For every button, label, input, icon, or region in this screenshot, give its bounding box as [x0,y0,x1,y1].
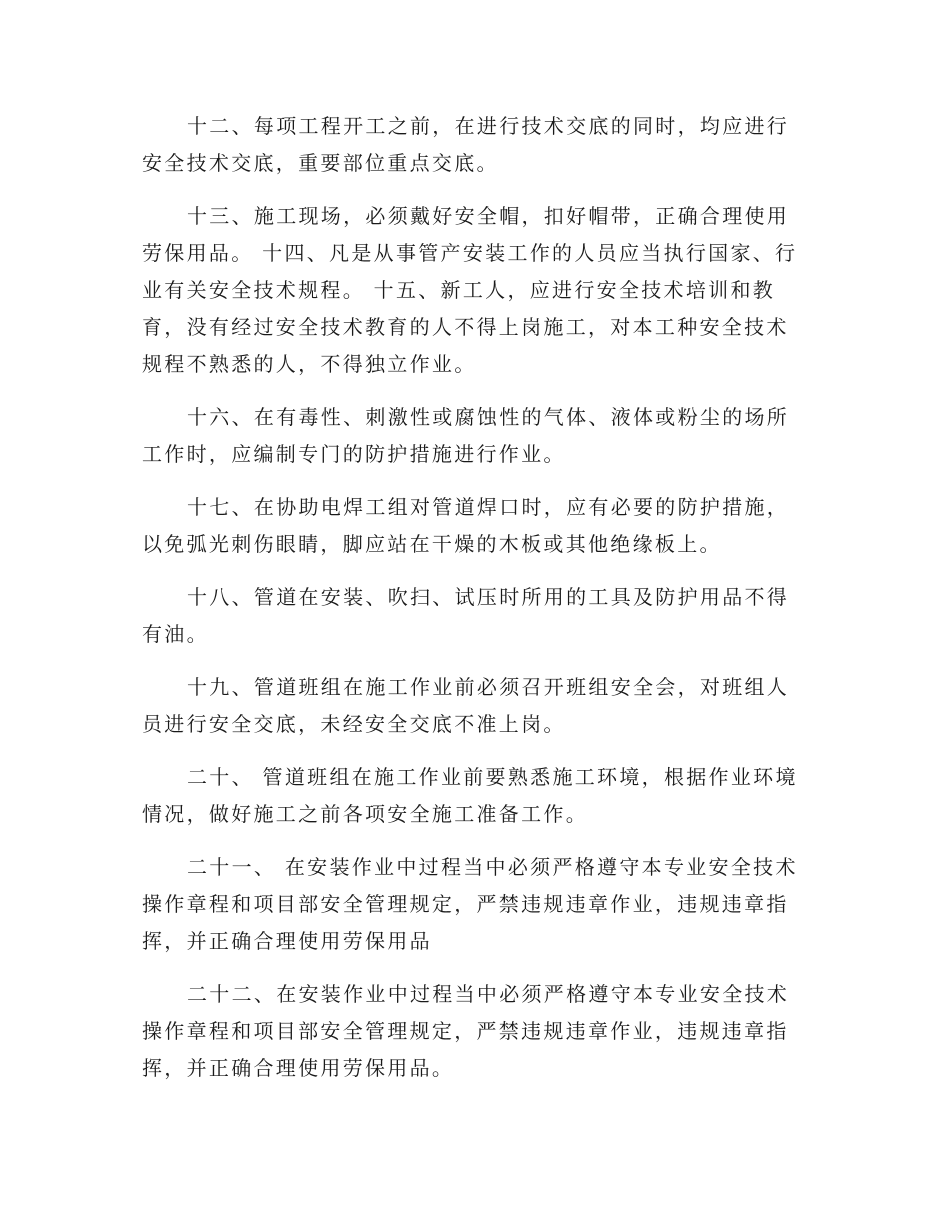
paragraph-12: 十二、每项工程开工之前，在进行技术交底的同时，均应进行安全技术交底，重要部位重点交底。 [142,114,790,175]
paragraph-20: 二十、 管道班组在施工作业前要熟悉施工环境，根据作业环境情况，做好施工之前各项安全施工准备工作。 [142,765,798,826]
paragraph-21: 二十一、 在安装作业中过程当中必须严格遵守本专业安全技术操作章程和项目部安全管理规定，严禁违规违章作业，违规违章指挥，并正确合理使用劳保用品 [142,855,798,953]
document-body [142,108,810,1103]
paragraph-17: 十七、在协助电焊工组对管道焊口时，应有必要的防护措施，以免弧光刺伤眼睛，脚应站在干燥的木板或其他绝缘板上。 [142,495,790,556]
paragraph-18: 十八、管道在安装、吹扫、试压时所用的工具及防护用品不得有油。 [142,585,790,646]
paragraph-16: 十六、在有毒性、刺激性或腐蚀性的气体、液体或粉尘的场所工作时，应编制专门的防护措施进行作业。 [142,405,790,466]
paragraph-19: 十九、管道班组在施工作业前必须召开班组安全会，对班组人员进行安全交底，未经安全交底不准上岗。 [142,675,790,736]
paragraph-22: 二十二、在安装作业中过程当中必须严格遵守本专业安全技术操作章程和项目部安全管理规定，严禁违规违章作业，违规违章指挥，并正确合理使用劳保用品。 [142,982,790,1080]
paragraph-13-15: 十三、施工现场，必须戴好安全帽，扣好帽带，正确合理使用劳保用品。 十四、凡是从事管产安装工作的人员应当执行国家、行业有关安全技术规程。 十五、新工人，应进行安全技术培训和教育，没有经过安全技术教育的人不得上岗施工，对本工种安全技术规程不熟悉的人，不得独立作业。 [142,204,798,376]
